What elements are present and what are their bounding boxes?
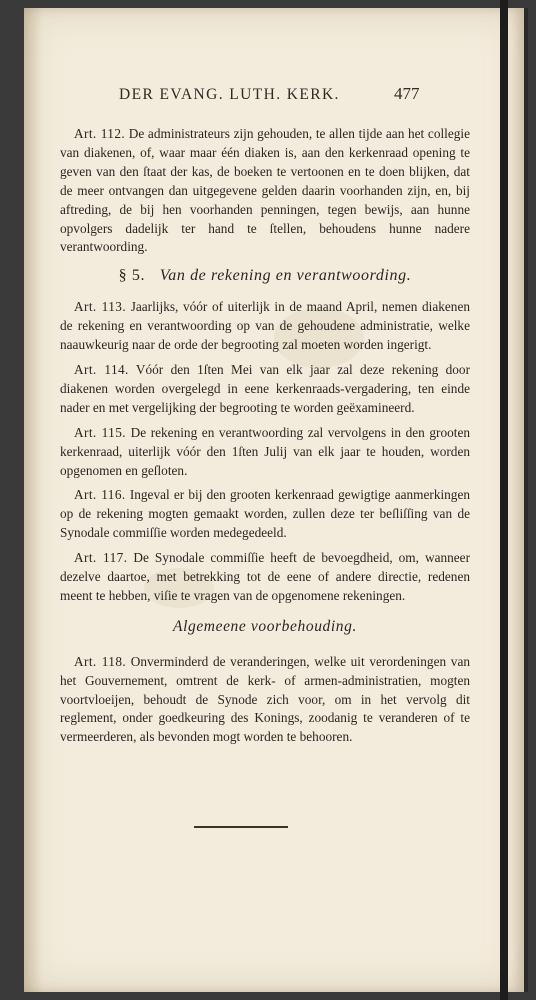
article-117 xyxy=(60,549,470,606)
article-label: Art. 116. xyxy=(74,487,126,503)
article-text: De rekening en verantwoording zal vervolgens in den grooten kerkenraad, uiterlijk vóór den 1ſten Julij van elk jaar te houden, worden opgenomen en geſloten. xyxy=(60,424,471,478)
article-label: Art. 118. xyxy=(74,653,127,669)
article-text: De administrateurs zijn gehouden, te allen tijde aan het collegie van diakenen, of, waar maar één diaken is, aan den kerkenraad opening te geven van den ſtaat der kas, de boeken te vertoonen en te doen blijken, dat de meer ontvangen dan uitgegevene gelden daarin voorhanden zijn, en, bij aftreding, de bij hen voorhanden penningen, tegen bewijs, aan hunne opvolgers dadelijk ter hand te ſtellen, behoudens hunne nadere verantwoording. xyxy=(60,126,471,255)
section-title: Van de rekening en verantwoording. xyxy=(159,267,412,285)
article-118 xyxy=(60,653,470,748)
article-113 xyxy=(60,298,470,355)
page-number: 477 xyxy=(394,84,420,103)
book-edge xyxy=(500,0,508,1000)
section-heading xyxy=(60,267,470,286)
running-head: DER EVANG. LUTH. KERK. xyxy=(119,86,340,103)
article-label: Art. 114. xyxy=(74,361,129,377)
closing-rule xyxy=(194,826,288,828)
article-text: Onverminderd de veranderingen, welke uit verordeningen van het Gouvernement, omtrent de kerk- of armen-administratien, mogten voortvloeijen, behoudt de Synode zich voor, om in het vervolg dit reglement, onder goedkeuring des Konings, zoodanig te veranderen of te vermeerderen, als bevonden mogt worden te behooren. xyxy=(60,653,470,745)
section-number: § 5. xyxy=(118,267,146,285)
article-label: Art. 113. xyxy=(74,299,127,315)
article-112 xyxy=(60,125,470,257)
page-header xyxy=(24,82,524,112)
page-body xyxy=(60,125,470,753)
article-115 xyxy=(60,424,470,481)
article-label: Art. 112. xyxy=(74,126,126,141)
article-text: De Synodale commiſſie heeft de bevoegdheid, om, wanneer dezelve daartoe, met betrekking tot de eene of andere directie, redenen meent te hebben, viſie te vragen van de opgenomene rekeningen. xyxy=(60,550,470,603)
sub-heading: Algemeene voorbehouding. xyxy=(173,617,357,635)
page-gutter-shadow xyxy=(24,8,42,992)
article-label: Art. 115. xyxy=(74,424,127,440)
article-text: Jaarlijks, vóór of uiterlijk in de maand April, nemen diakenen de rekening en verantwoording op van de gehoudene administratie, welke naauwkeurig naar de orde der begrooting zal moeten worden ingerigt. xyxy=(60,299,470,353)
article-text: Ingeval er bij den grooten kerkenraad gewigtige aanmerkingen op de rekening mogten gemaakt worden, zullen deze ter beſliſſing van de Synodale commiſſie worden medegedeeld. xyxy=(60,487,471,541)
article-116 xyxy=(60,486,470,543)
book-page xyxy=(24,8,528,992)
article-label: Art. 117. xyxy=(74,550,128,566)
article-114 xyxy=(60,361,470,418)
article-text: Vóór den 1ſten Mei van elk jaar zal deze rekening door diakenen worden overgelegd in eene kerkenraads-vergadering, ten einde nader en met vergelijking der begrooting te worden geëxamineerd. xyxy=(60,361,471,415)
